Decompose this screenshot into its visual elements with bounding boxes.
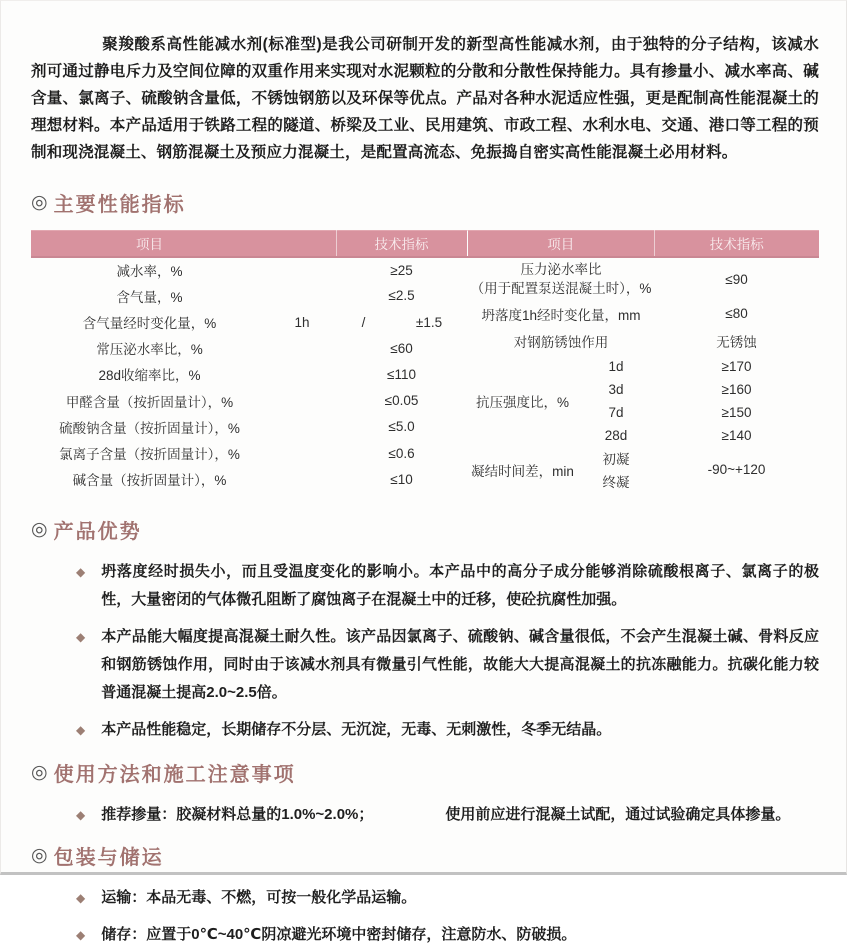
column-header-spacer [268,231,336,257]
trial-note-text: 使用前应进行混凝土试配，通过试验确定具体掺量。 [445,805,791,823]
performance-table-left [31,230,468,493]
list-item-text: 坍落度经时损失小，而且受温度变化的影响小。本产品中的高分子成分能够消除硫酸根离子、氯离子的极性，大量密闭的气体微孔阻断了腐蚀离子在混凝土中的迁移，使砼抗腐性加强。 [101,562,819,608]
table-row: 终凝 [602,475,630,490]
list-item [31,884,819,912]
table-row: 减水率，% ≥25 [116,262,413,280]
diamond-bullet-icon: ◆ [76,807,86,822]
table-row: 氯离子含量（按折固量计），% ≤0.6 [59,445,415,463]
list-item [31,921,819,949]
usage-list [31,801,819,829]
diamond-bullet-icon: ◆ [76,722,86,737]
section-header-performance [31,188,819,217]
section-marker-icon: ◎ [31,518,48,540]
section-title: 主要性能指标 [53,194,186,216]
column-header-item: 项目 [468,231,655,257]
list-item-text: 本产品性能稳定，长期储存不分层、无沉淀，无毒、无刺激性，冬季无结晶。 [101,720,612,738]
section-marker-icon: ◎ [31,192,48,213]
list-item-text: 本产品能大幅度提高混凝土耐久性。该产品因氯离子、硫酸钠、碱含量很低，不会产生混凝土碱、骨料反应和钢筋锈蚀作用，同时由于该减水剂具有微量引气性能，故能大大提高混凝土的抗冻融能力。抗碳化能力较普通混凝土提高2.0~2.5倍。 [101,627,819,701]
section-marker-icon: ◎ [31,761,48,783]
section-header-advantages [31,515,819,544]
section-header-usage [31,758,819,787]
spacer [373,801,445,829]
table-row: 28d ≥140 [604,427,752,443]
list-item [31,801,819,829]
list-item [31,623,819,707]
table-row: 对钢筋锈蚀作用 无锈蚀 [513,334,757,350]
diamond-bullet-icon: ◆ [76,629,86,644]
advantages-list [31,558,819,744]
table-row: 3d ≥160 [608,381,752,397]
table-row: 7d ≥150 [608,404,752,420]
column-header-item: 项目 [31,231,268,257]
table-row: 硫酸钠含量（按折固量计），% ≤5.0 [59,419,415,436]
table-row: 坍落度1h经时变化量，mm ≤80 [481,306,748,323]
performance-table-right [468,230,819,493]
section-title: 使用方法和施工注意事项 [53,763,296,786]
table-header-row [31,231,467,257]
table-row: 压力泌水率比 （用于配置泵送混凝土时），% ≤90 [470,262,748,296]
column-header-index: 技术指标 [655,231,819,257]
table-row: 甲醛含量（按折固量计），% ≤0.05 [65,393,419,410]
table-row: 碱含量（按折固量计），% ≤10 [72,471,413,489]
list-item-text: 储存：应置于0℃~40℃阴凉避光环境中密封储存，注意防水、防破损。 [101,925,577,943]
table-row: 抗压强度比，% 1d ≥170 [475,358,752,410]
table-row: 28d收缩率比，% ≤110 [98,366,416,384]
section-title: 包装与储运 [53,846,164,869]
column-header-index: 技术指标 [336,231,467,257]
intro-paragraph: 聚羧酸系高性能减水剂(标准型)是我公司研制开发的新型高性能减水剂，由于独特的分子结构，该减水剂可通过静电斥力及空间位障的双重作用来实现对水泥颗粒的分散和分散性保持能力。具有掺量小、减水率高、碱含量、氯离子、硫酸钠含量低，不锈蚀钢筋以及环保等优点。产品对各种水泥适应性强，更是配制高性能混凝土的理想材料。本产品适用于铁路工程的隧道、桥梁及工业、民用建筑、市政工程、水利水电、交通、港口等工程的预制和现浇混凝土、钢筋混凝土及预应力混凝土，是配置高流态、免振捣自密实高性能混凝土必用材料。 [31,36,819,161]
list-item-text [101,801,819,829]
list-item-text: 运输：本品无毒、不燃，可按一般化学品运输。 [101,888,417,906]
table-row: 凝结时间差，min 初凝 -90~+120 [471,452,766,479]
diamond-bullet-icon: ◆ [76,564,86,579]
list-item [31,558,819,614]
section-header-packaging [31,841,819,870]
table-row: 含气量经时变化量，% 1h / ±1.5 [82,314,443,332]
diamond-bullet-icon: ◆ [76,890,86,905]
table-row: 含气量，% ≤2.5 [116,288,415,305]
section-title: 产品优势 [53,520,142,543]
table-header-row [468,231,819,257]
packaging-list [31,884,819,949]
section-marker-icon: ◎ [31,844,48,866]
diamond-bullet-icon: ◆ [76,927,86,942]
dosage-text: 推荐掺量：胶凝材料总量的1.0%~2.0%； [101,805,374,823]
table-row: 常压泌水率比，% ≤60 [96,340,413,358]
list-item [31,716,819,744]
performance-table [31,230,821,493]
